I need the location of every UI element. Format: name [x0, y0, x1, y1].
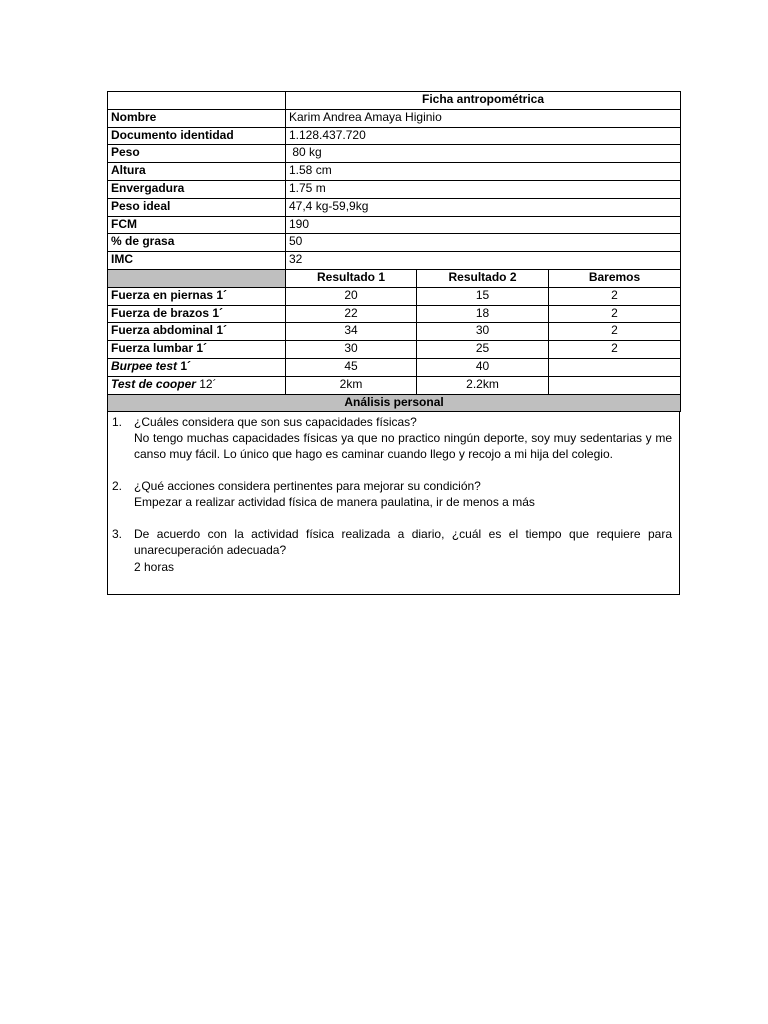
analysis-header-row: [108, 394, 681, 412]
test-name: [108, 376, 286, 394]
field-row: [108, 234, 681, 252]
result-1: 30: [286, 341, 417, 359]
question-text: De acuerdo con la actividad física realizada a diario, ¿cuál es el tiempo que requiere para unarecuperación adecuada?: [134, 527, 672, 558]
field-value: 1.75 m: [286, 180, 681, 198]
field-label: Altura: [108, 163, 286, 181]
result-2: 40: [417, 358, 549, 376]
question-text: ¿Qué acciones considera pertinentes para mejorar su condición?: [134, 479, 481, 494]
field-value: 190: [286, 216, 681, 234]
result-1: 20: [286, 287, 417, 305]
field-row: [108, 145, 681, 163]
test-name-italic: Burpee test: [111, 358, 178, 373]
field-label: Documento identidad: [108, 127, 286, 145]
field-label: IMC: [108, 252, 286, 270]
question-number: 1.: [112, 415, 123, 430]
field-label: % de grasa: [108, 234, 286, 252]
answer-text: No tengo muchas capacidades físicas ya que no practico ningún deporte, soy muy sedentarias y me canso muy fácil. Lo único que hago es caminar cuando llego y recojo a mi hija del colegio.: [134, 431, 672, 462]
field-row: [108, 163, 681, 181]
question-number: 2.: [112, 479, 123, 494]
field-value: Karim Andrea Amaya Higinio: [286, 109, 681, 127]
result-1: 22: [286, 305, 417, 323]
results-header-cell: Resultado 1: [286, 269, 417, 287]
field-row: [108, 180, 681, 198]
analysis-section: [107, 412, 680, 595]
field-value: 80 kg: [286, 145, 681, 163]
results-header-cell: Resultado 2: [417, 269, 549, 287]
field-value: 47,4 kg-59,9kg: [286, 198, 681, 216]
test-name-italic: Test de cooper: [111, 376, 196, 391]
baremos: 2: [549, 323, 681, 341]
results-header-row: [108, 269, 681, 287]
test-name: Fuerza lumbar 1´: [108, 341, 286, 359]
title-row: [108, 92, 681, 110]
field-label: Peso: [108, 145, 286, 163]
result-2: 2.2km: [417, 376, 549, 394]
field-row: [108, 252, 681, 270]
question-item: [112, 414, 672, 462]
field-row: [108, 127, 681, 145]
test-duration: 12´: [195, 376, 217, 391]
test-name: Fuerza en piernas 1´: [108, 287, 286, 305]
question-text: ¿Cuáles considera que son sus capacidades físicas?: [134, 415, 417, 430]
answer-text: 2 horas: [134, 560, 175, 575]
result-row: [108, 341, 681, 359]
results-header-blank: [108, 269, 286, 287]
analysis-title: Análisis personal: [108, 394, 681, 412]
field-row: [108, 216, 681, 234]
field-value: 50: [286, 234, 681, 252]
anthropometric-sheet: [107, 91, 680, 595]
result-1: 34: [286, 323, 417, 341]
field-label: Peso ideal: [108, 198, 286, 216]
result-1: 45: [286, 358, 417, 376]
baremos: [549, 376, 681, 394]
results-header-cell: Baremos: [549, 269, 681, 287]
question-item: [112, 526, 672, 576]
result-2: 15: [417, 287, 549, 305]
baremos: 2: [549, 287, 681, 305]
anthropometric-table: [107, 91, 681, 412]
field-label: Nombre: [108, 109, 286, 127]
field-row: [108, 198, 681, 216]
baremos: 2: [549, 305, 681, 323]
result-row: [108, 287, 681, 305]
result-row: [108, 376, 681, 394]
result-row: [108, 358, 681, 376]
result-2: 18: [417, 305, 549, 323]
result-2: 25: [417, 341, 549, 359]
field-value: 1.128.437.720: [286, 127, 681, 145]
result-row: [108, 305, 681, 323]
answer-text: Empezar a realizar actividad física de manera paulatina, ir de menos a más: [134, 495, 535, 510]
question-item: [112, 478, 672, 510]
test-duration: 1´: [177, 358, 192, 373]
field-row: [108, 109, 681, 127]
result-2: 30: [417, 323, 549, 341]
result-1: 2km: [286, 376, 417, 394]
test-name: Fuerza de brazos 1´: [108, 305, 286, 323]
result-row: [108, 323, 681, 341]
question-number: 3.: [112, 527, 123, 542]
test-name: Fuerza abdominal 1´: [108, 323, 286, 341]
sheet-title: Ficha antropométrica: [286, 92, 681, 110]
field-label: FCM: [108, 216, 286, 234]
baremos: [549, 358, 681, 376]
field-value: 1.58 cm: [286, 163, 681, 181]
field-value: 32: [286, 252, 681, 270]
field-label: Envergadura: [108, 180, 286, 198]
baremos: 2: [549, 341, 681, 359]
test-name: [108, 358, 286, 376]
